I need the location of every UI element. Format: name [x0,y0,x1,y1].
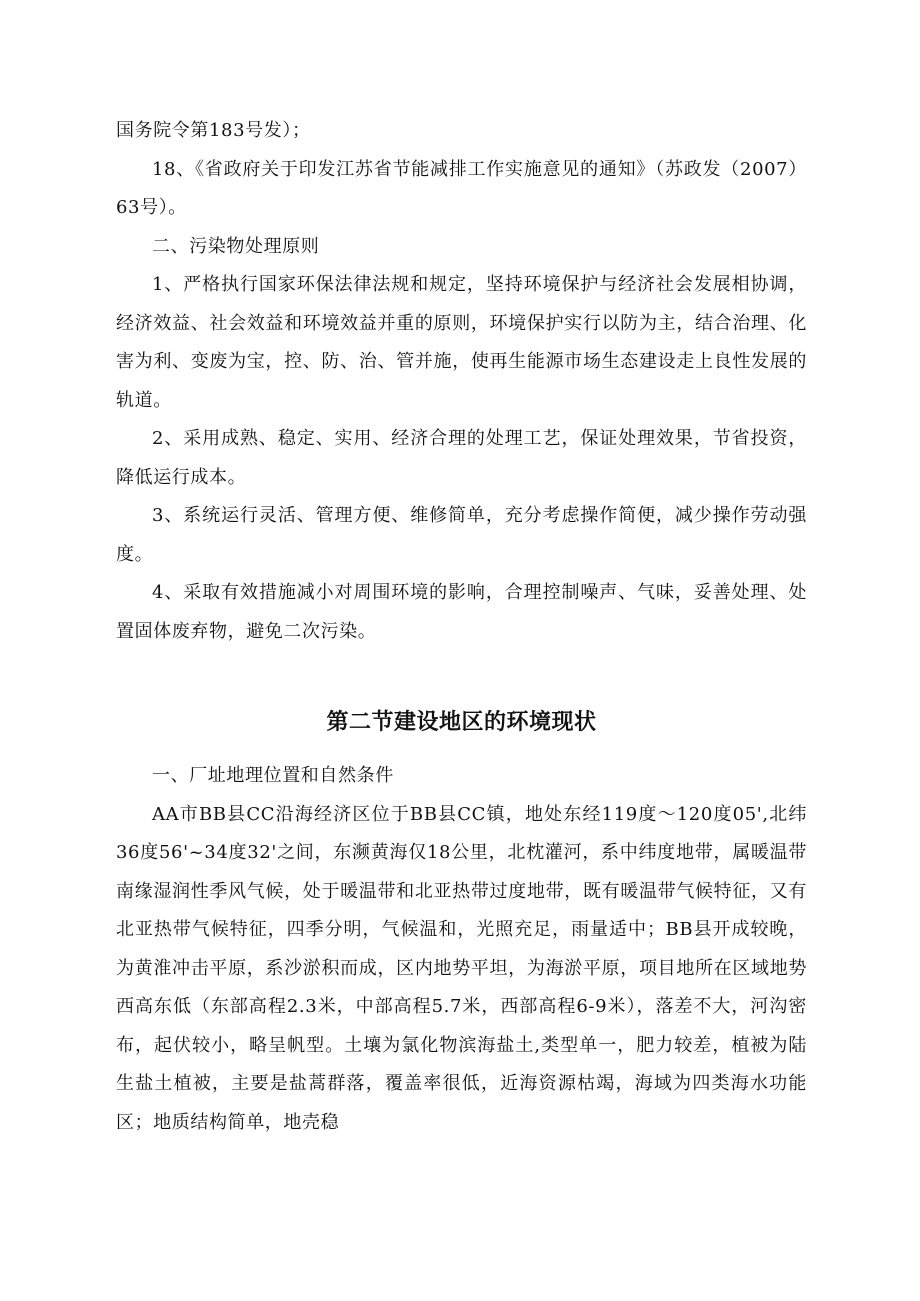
paragraph-item-18: 18、《省政府关于印发江苏省节能减排工作实施意见的通知》（苏政发（2007）63号）。 [116,158,807,218]
document-body [116,112,807,1142]
section-heading: 第二节建设地区的环境现状 [326,710,597,735]
paragraph-continuation: 国务院令第183号发）； [116,120,311,141]
paragraph-principle-2: 2、采用成熟、稳定、实用、经济合理的处理工艺，保证处理效果，节省投资，降低运行成本。 [116,428,807,488]
subheading-pollutant-principles: 二、污染物处理原则 [152,235,320,257]
subheading-site-location: 一、厂址地理位置和自然条件 [152,765,394,786]
paragraph-site-description: AA市BB县CC沿海经济区位于BB县CC镇，地处东经119度～120度05',北纬36度56'~34度32'之间，东濒黄海仅18公里，北枕灌河，系中纬度地带，属暖温带南缘湿润性季风气候，处于暖温带和北亚热带过度地带，既有暖温带气候特征，又有北亚热带气候特征，四季分明，气候温和，光照充足，雨量适中；BB县开成较晚，为黄淮冲击平原，系沙淤积而成，区内地势平坦，为海淤平原，项目地所在区域地势西高东低（东部高程2.3米，中部高程5.7米，西部高程6-9米），落差不大，河沟密布，起伏较小，略呈帆型。土壤为氯化物滨海盐土,类型单一，肥力较差，植被为陆生盐土植被，主要是盐蒿群落，覆盖率很低，近海资源枯竭，海域为四类海水功能区；地质结构简单，地壳稳 [116,803,807,1133]
paragraph-principle-3: 3、系统运行灵活、管理方便、维修简单，充分考虑操作简便，减少操作劳动强度。 [116,505,807,565]
paragraph-principle-4: 4、采取有效措施减小对周围环境的影响，合理控制噪声、气味，妥善处理、处置固体废弃物，避免二次污染。 [116,582,807,642]
paragraph-principle-1: 1、严格执行国家环保法律法规和规定，坚持环境保护与经济社会发展相协调，经济效益、社会效益和环境效益并重的原则，环境保护实行以防为主，结合治理、化害为利、变废为宝，控、防、治、管并施，使再生能源市场生态建设走上良性发展的轨道。 [116,274,807,411]
